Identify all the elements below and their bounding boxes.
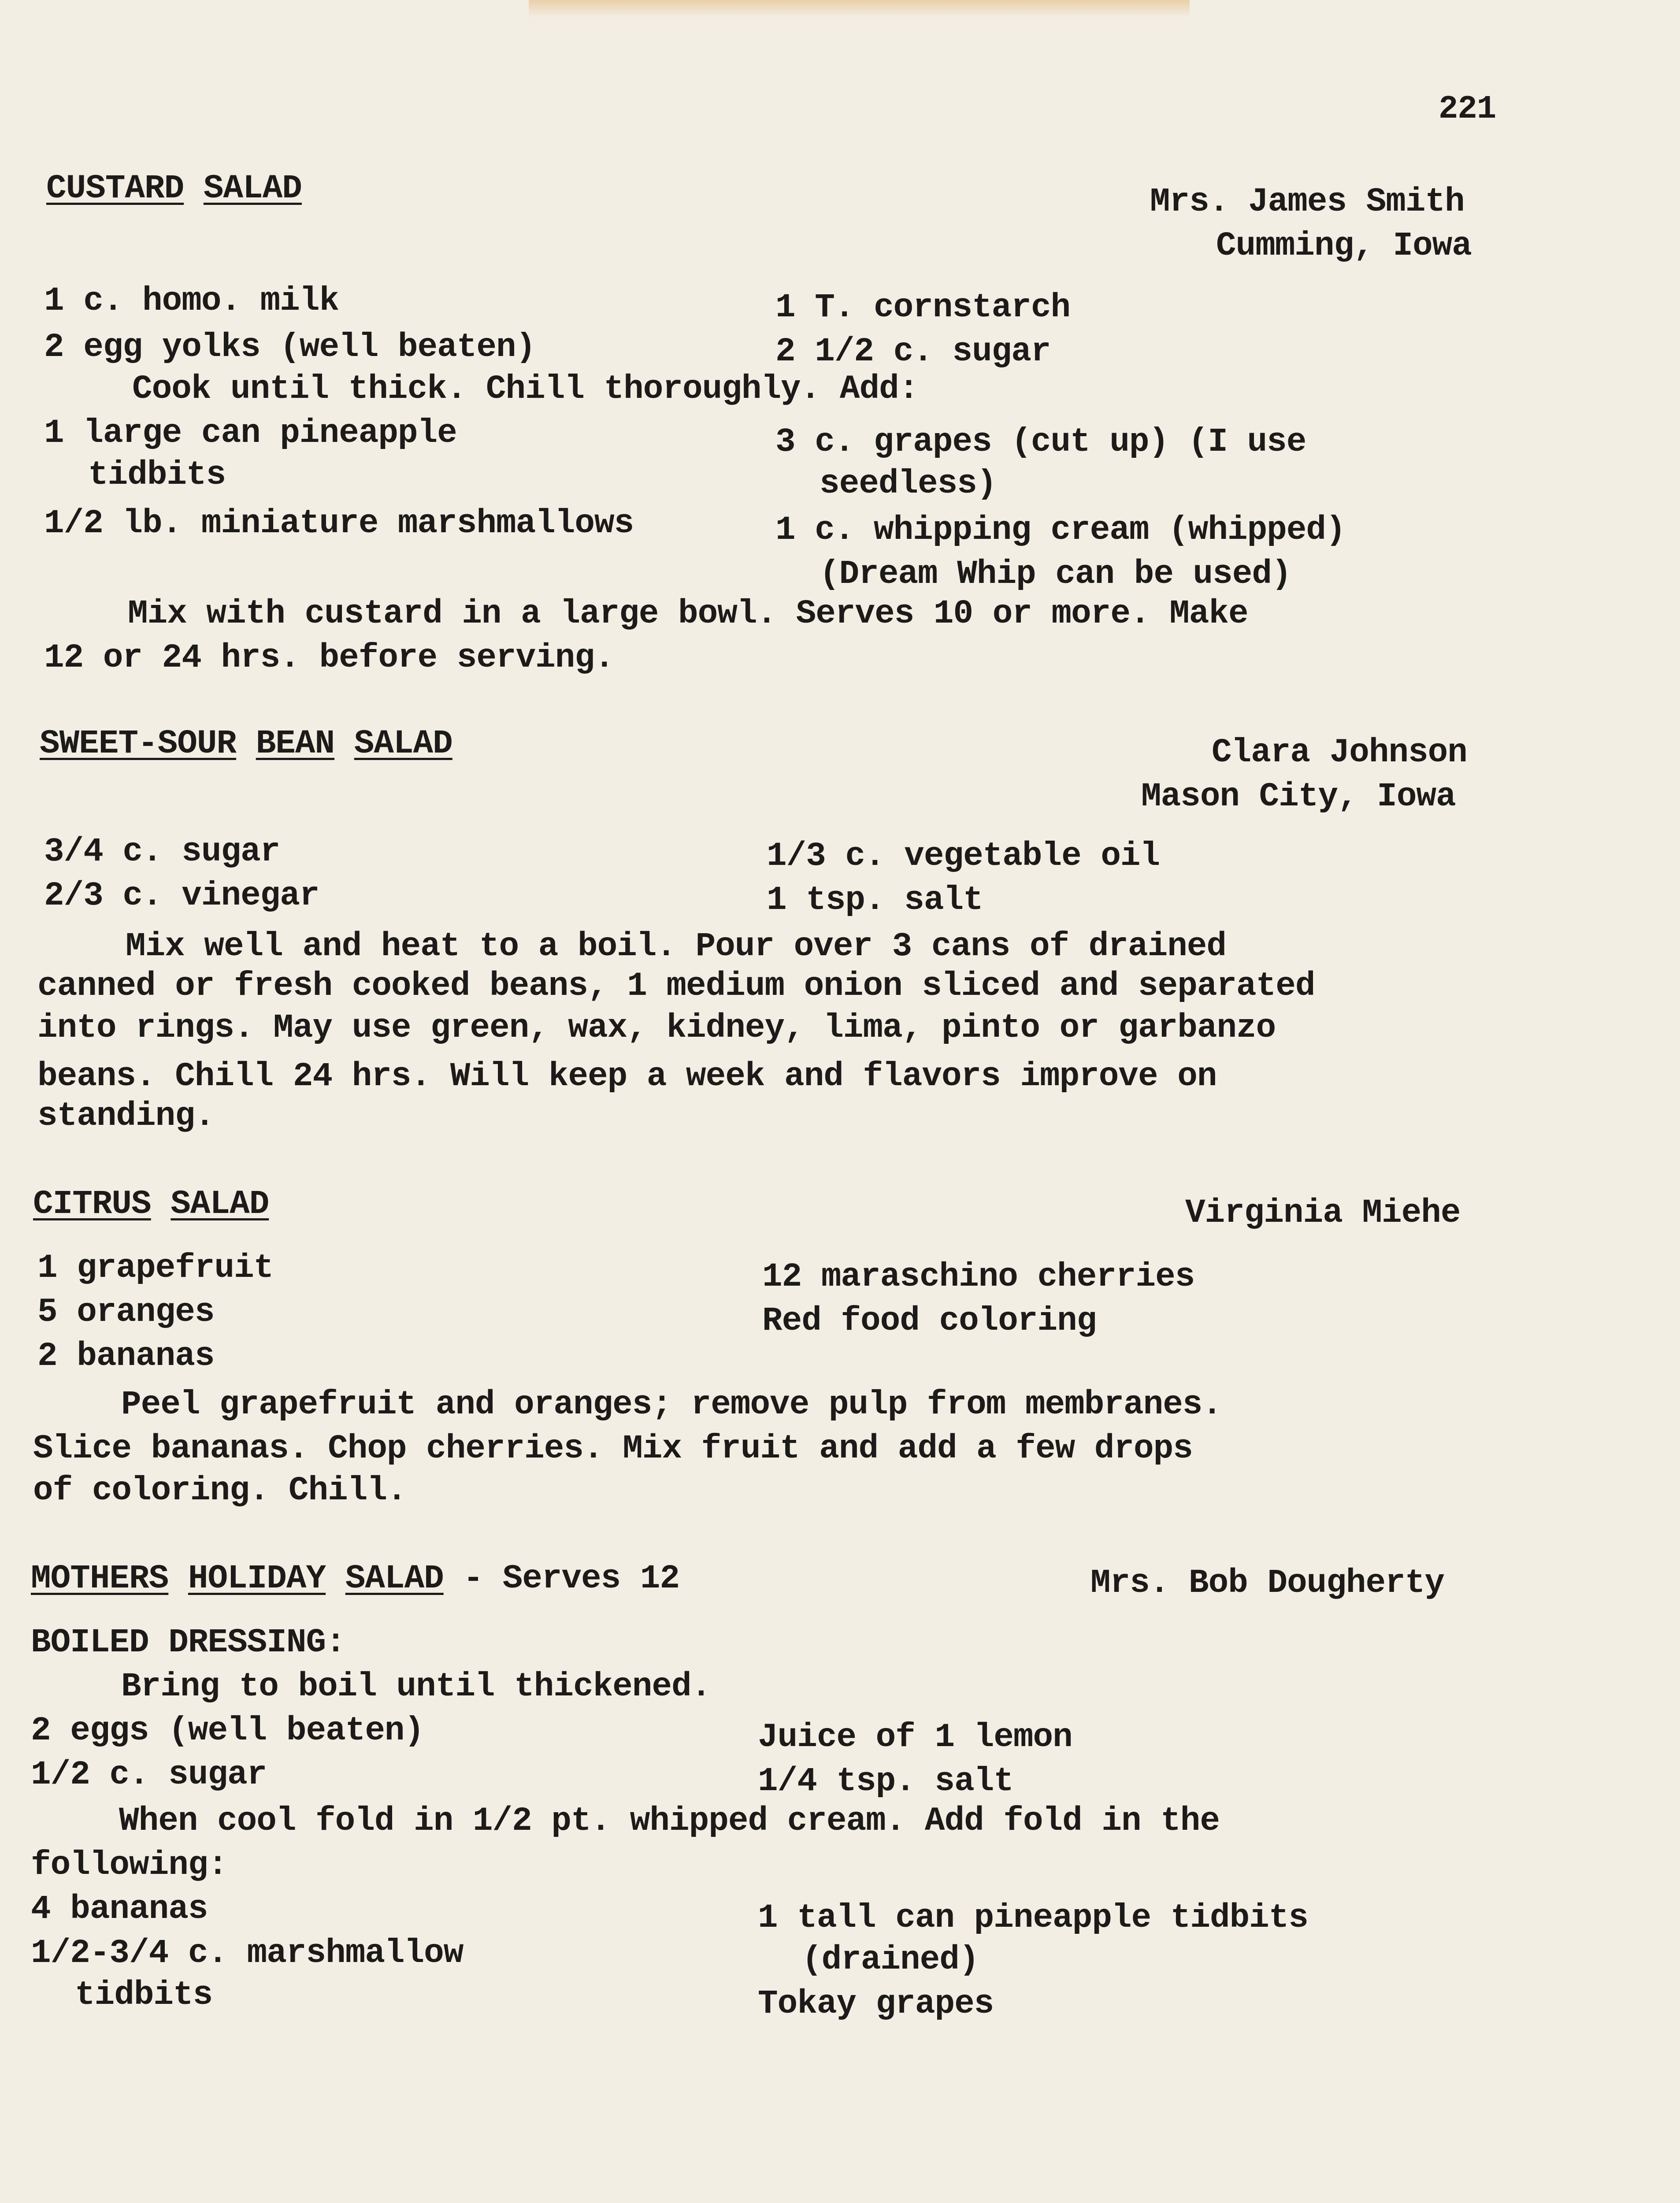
ingredient: 1 large can pineapple bbox=[44, 414, 457, 452]
ingredient: 5 oranges bbox=[37, 1293, 215, 1331]
direction-line: Slice bananas. Chop cherries. Mix fruit and add a few drops bbox=[33, 1430, 1193, 1468]
direction-line: Peel grapefruit and oranges; remove pulp from membranes. bbox=[121, 1386, 1222, 1424]
contributor-name: Clara Johnson bbox=[1212, 734, 1467, 771]
direction-line: following: bbox=[31, 1846, 228, 1884]
direction-line: 12 or 24 hrs. before serving. bbox=[44, 639, 614, 677]
ingredient: 1/2 lb. miniature marshmallows bbox=[44, 504, 634, 542]
ingredient: 4 bananas bbox=[31, 1890, 208, 1928]
ingredient: Juice of 1 lemon bbox=[758, 1718, 1072, 1756]
direction-line: into rings. May use green, wax, kidney, lima, pinto or garbanzo bbox=[37, 1009, 1276, 1047]
ingredient: (drained) bbox=[802, 1941, 979, 1979]
ingredient: 3 c. grapes (cut up) (I use bbox=[775, 423, 1306, 461]
subheading: BOILED DRESSING: bbox=[31, 1624, 345, 1662]
contributor-name: Mrs. James Smith bbox=[1150, 183, 1465, 221]
ingredient: 1/4 tsp. salt bbox=[758, 1762, 1013, 1800]
contributor-location: Cumming, Iowa bbox=[1216, 227, 1472, 265]
ingredient: 1/2 c. sugar bbox=[31, 1756, 267, 1794]
ingredient: 2 egg yolks (well beaten) bbox=[44, 328, 536, 366]
direction-line: Mix with custard in a large bowl. Serves 10 or more. Make bbox=[128, 595, 1248, 633]
ingredient: 1 T. cornstarch bbox=[775, 289, 1071, 326]
contributor-name: Mrs. Bob Dougherty bbox=[1090, 1564, 1444, 1602]
ingredient: 2/3 c. vinegar bbox=[44, 877, 319, 915]
contributor-name: Virginia Miehe bbox=[1185, 1194, 1461, 1232]
contributor-location: Mason City, Iowa bbox=[1141, 778, 1456, 816]
recipe-title: CUSTARD SALAD bbox=[46, 170, 302, 208]
ingredient: 1 c. whipping cream (whipped) bbox=[775, 511, 1346, 549]
ingredient: 1 c. homo. milk bbox=[44, 282, 339, 320]
direction-line: Mix well and heat to a boil. Pour over 3 cans of drained bbox=[126, 927, 1227, 965]
direction-line: of coloring. Chill. bbox=[33, 1472, 407, 1509]
ingredient: seedless) bbox=[820, 465, 997, 503]
ingredient: 2 eggs (well beaten) bbox=[31, 1712, 424, 1750]
ingredient: 2 bananas bbox=[37, 1337, 215, 1375]
direction-line: standing. bbox=[37, 1097, 215, 1135]
ingredient: tidbits bbox=[75, 1976, 213, 2014]
ingredient: Red food coloring bbox=[762, 1302, 1097, 1340]
ingredient: (Dream Whip can be used) bbox=[820, 555, 1291, 593]
ingredient: 1 tsp. salt bbox=[767, 881, 983, 919]
direction-line: When cool fold in 1/2 pt. whipped cream. Add fold in the bbox=[119, 1802, 1220, 1840]
ingredient: tidbits bbox=[88, 456, 226, 494]
direction-line: Cook until thick. Chill thoroughly. Add: bbox=[132, 370, 919, 408]
ingredient: 3/4 c. sugar bbox=[44, 833, 280, 871]
direction-line: beans. Chill 24 hrs. Will keep a week and flavors improve on bbox=[37, 1057, 1217, 1095]
ingredient: Tokay grapes bbox=[758, 1985, 994, 2023]
ingredient: 12 maraschino cherries bbox=[762, 1258, 1195, 1296]
ingredient: 1 grapefruit bbox=[37, 1249, 274, 1287]
ingredient: 1/2-3/4 c. marshmallow bbox=[31, 1934, 464, 1972]
direction-line: Bring to boil until thickened. bbox=[121, 1668, 711, 1706]
ingredient: 2 1/2 c. sugar bbox=[775, 333, 1051, 371]
ingredient: 1/3 c. vegetable oil bbox=[767, 837, 1160, 875]
recipe-title: SWEET-SOUR BEAN SALAD bbox=[40, 725, 452, 763]
recipe-title: MOTHERS HOLIDAY SALAD - Serves 12 bbox=[31, 1560, 680, 1598]
page-number: 221 bbox=[1439, 91, 1496, 128]
recipe-title: CITRUS SALAD bbox=[33, 1185, 269, 1223]
direction-line: canned or fresh cooked beans, 1 medium onion sliced and separated bbox=[37, 967, 1315, 1005]
ingredient: 1 tall can pineapple tidbits bbox=[758, 1899, 1309, 1937]
